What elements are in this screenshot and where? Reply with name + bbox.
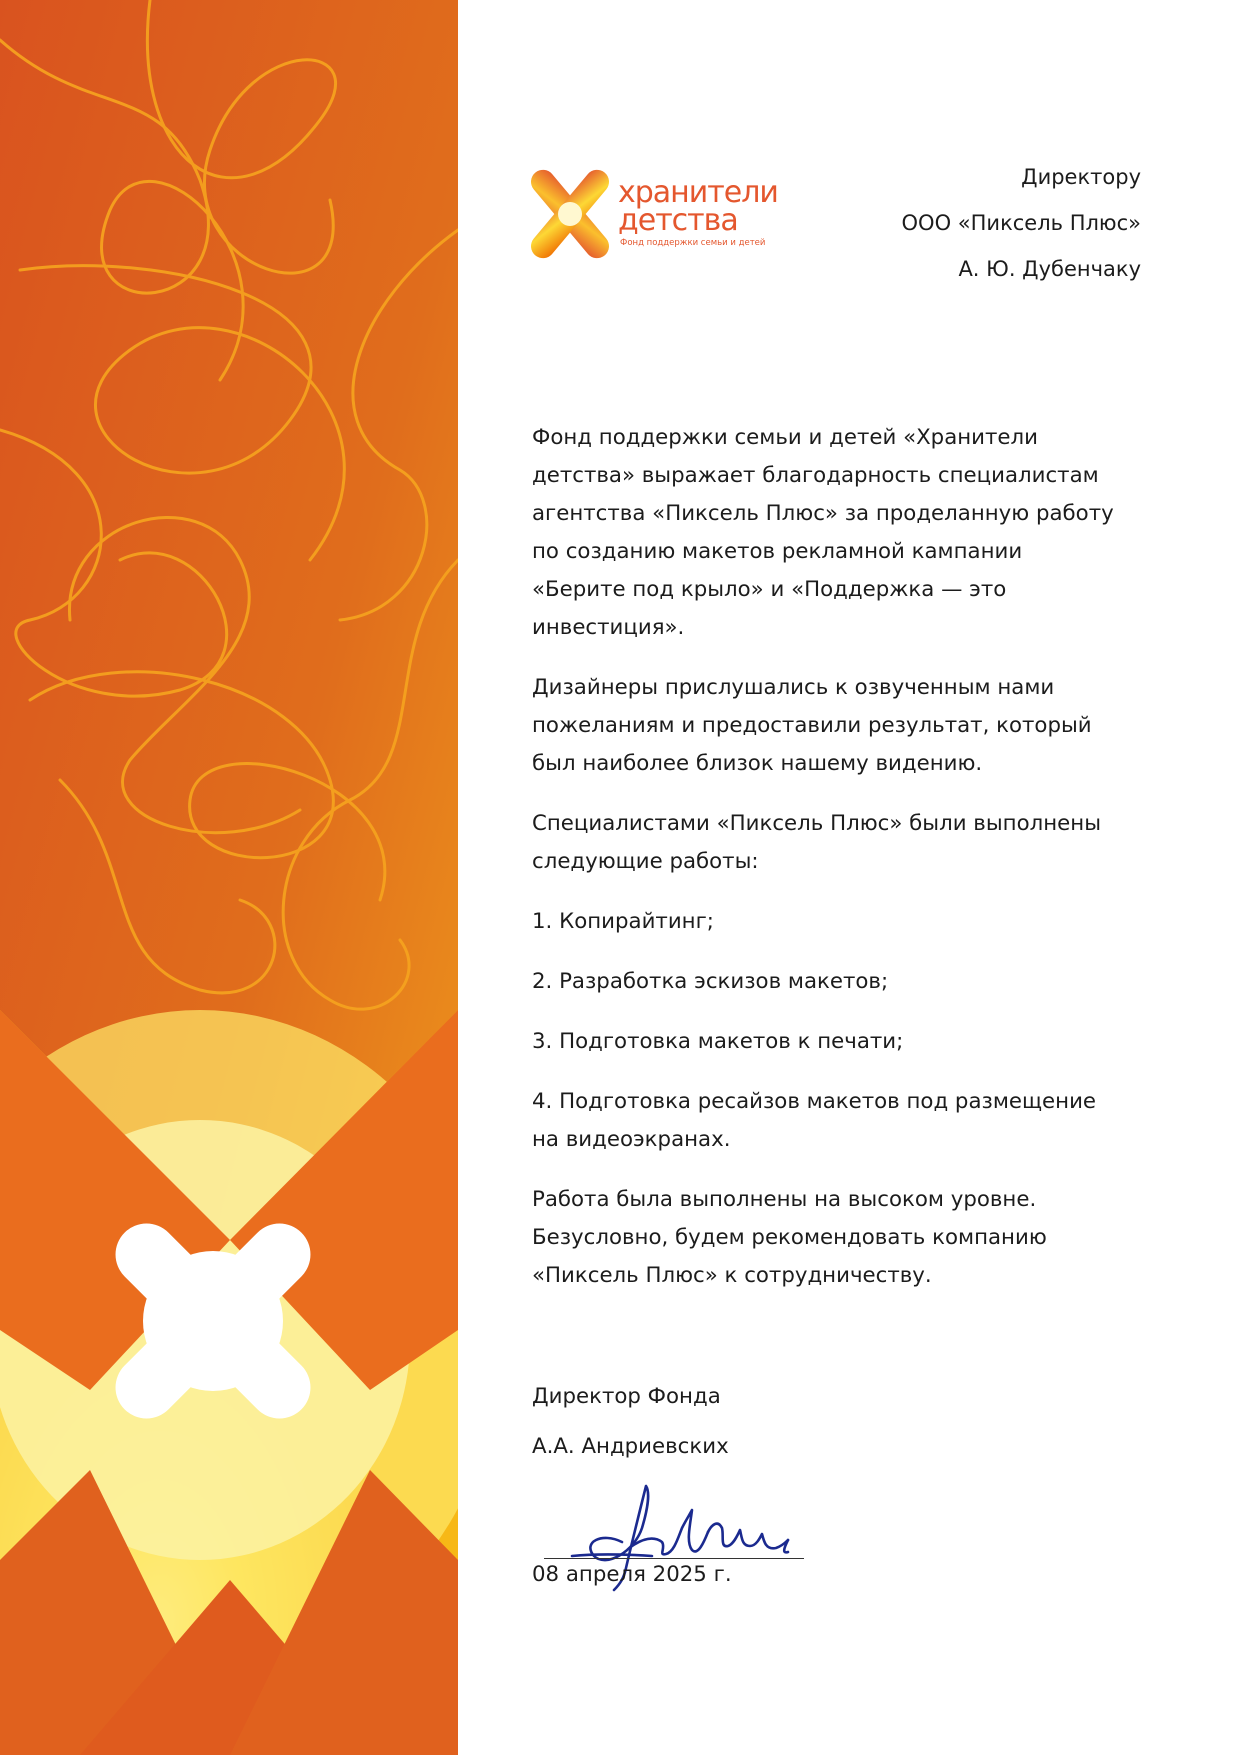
paragraph-line: по созданию макетов рекламной кампании — [532, 539, 1023, 564]
list-item-line: 4. Подготовка ресайзов макетов под размещение — [532, 1089, 1097, 1114]
logo-word-2: детства — [618, 203, 738, 238]
addressee-position: Директору — [1021, 165, 1141, 189]
paragraph-line: следующие работы: — [532, 849, 759, 874]
paragraph-2 — [532, 669, 1132, 783]
paragraph-line: «Берите под крыло» и «Поддержка — это — [532, 577, 1007, 602]
paragraph-line: Специалистами «Пиксель Плюс» были выполнены — [532, 811, 1102, 836]
paragraph-line: Работа была выполнены на высоком уровне. — [532, 1187, 1037, 1212]
paragraph-line: детства» выражает благодарность специалистам — [532, 463, 1099, 488]
paragraph-line: «Пиксель Плюс» к сотрудничеству. — [532, 1263, 932, 1288]
addressee-block — [902, 154, 1141, 292]
paragraph-3 — [532, 805, 1132, 881]
list-item-line: на видеоэкранах. — [532, 1127, 731, 1152]
letter-date: 08 апреля 2025 г. — [532, 1562, 732, 1587]
logo-cross-icon — [522, 158, 618, 268]
list-item: 3. Подготовка макетов к печати; — [532, 1029, 904, 1054]
side-panel-artwork — [0, 0, 458, 1755]
paragraph-line: пожеланиям и предоставили результат, который — [532, 713, 1092, 738]
paragraph-line: Дизайнеры прислушались к озвученным нами — [532, 675, 1055, 700]
paragraph-line: Безусловно, будем рекомендовать компанию — [532, 1225, 1047, 1250]
foundation-logo — [522, 158, 792, 278]
paragraph-line: был наиболее близок нашему видению. — [532, 751, 983, 776]
list-item: 1. Копирайтинг; — [532, 909, 714, 934]
addressee-company: ООО «Пиксель Плюс» — [901, 211, 1141, 235]
list-item — [532, 1083, 1132, 1159]
paragraph-line: инвестиция». — [532, 615, 685, 640]
addressee-name: А. Ю. Дубенчаку — [958, 257, 1141, 281]
paragraph-4 — [532, 1181, 1132, 1295]
signatory-name: А.А. Андриевских — [532, 1434, 729, 1459]
paragraph-1 — [532, 419, 1132, 647]
letter-body — [532, 419, 1132, 1295]
logo-word-1: хранители — [618, 175, 778, 210]
logo-tagline: Фонд поддержки семьи и детей — [620, 238, 766, 248]
signature-line — [544, 1558, 804, 1559]
signatory-title: Директор Фонда — [532, 1384, 721, 1409]
paragraph-line: Фонд поддержки семьи и детей «Хранители — [532, 425, 1038, 450]
decorative-side-panel — [0, 0, 458, 1755]
paragraph-line: агентства «Пиксель Плюс» за проделанную работу — [532, 501, 1114, 526]
list-item: 2. Разработка эскизов макетов; — [532, 969, 889, 994]
